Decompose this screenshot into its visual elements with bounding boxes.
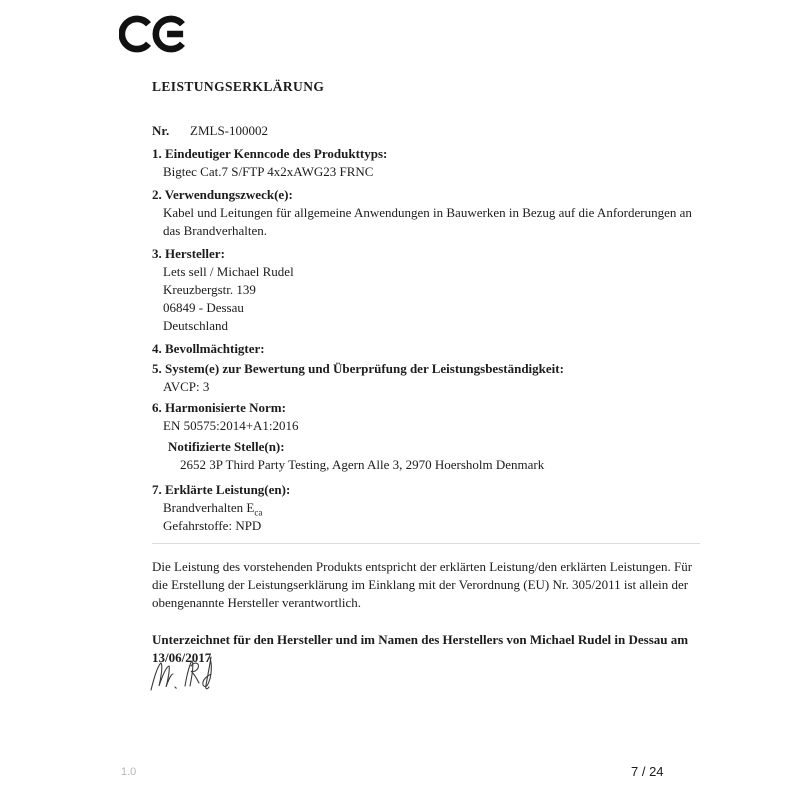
signed-statement-date: 13/06/2017 — [152, 650, 212, 665]
section-product-code — [152, 145, 700, 181]
section-heading: 1. Eindeutiger Kenncode des Produkttyps: — [152, 146, 388, 161]
signed-statement-line: Unterzeichnet für den Hersteller und im Namen des Herstellers von Michael Rudel in Dessau am — [152, 632, 689, 647]
section-heading: 3. Hersteller: — [152, 246, 225, 261]
closing-paragraph-line: Die Leistung des vorstehenden Produkts entspricht der erklärten Leistung/den erklärten Leistungen. Für — [152, 559, 693, 574]
section-heading: 7. Erklärte Leistung(en): — [152, 482, 291, 497]
footer-page-number: 7 / 24 — [631, 764, 664, 779]
section-heading: 5. System(e) zur Bewertung und Überprüfung der Leistungsbeständigkeit: — [152, 361, 564, 376]
notified-body-heading: Notifizierte Stelle(n): — [168, 439, 285, 454]
section-divider — [152, 543, 700, 544]
section-heading: 2. Verwendungszweck(e): — [152, 187, 293, 202]
section-heading: 4. Bevollmächtigter: — [152, 341, 265, 356]
ce-mark-icon — [119, 14, 185, 54]
fire-behaviour-value — [152, 499, 700, 517]
fire-behaviour-prefix: Brandverhalten E — [163, 500, 255, 515]
section-declared-performance — [152, 481, 700, 535]
standard-value: EN 50575:2014+A1:2016 — [163, 418, 299, 433]
avcp-value: AVCP: 3 — [163, 379, 210, 394]
intended-use-text-line: das Brandverhalten. — [163, 223, 267, 238]
closing-paragraph-line: die Erstellung der Leistungserklärung im Einklang mit der Verordnung (EU) Nr. 305/2011 ist allein der — [152, 577, 689, 592]
document-number-row — [152, 122, 700, 140]
closing-paragraph-line: obengenannte Hersteller verantwortlich. — [152, 595, 361, 610]
footer-version-label: 1.0 — [121, 766, 137, 778]
section-intended-use — [152, 186, 700, 240]
document-body — [152, 78, 700, 667]
manufacturer-street: Kreuzbergstr. 139 — [163, 282, 256, 297]
handwritten-signature-icon — [147, 652, 219, 704]
notified-body-value: 2652 3P Third Party Testing, Agern Alle 3, 2970 Hoersholm Denmark — [180, 457, 545, 472]
section-harmonised-standard — [152, 399, 700, 474]
section-manufacturer — [152, 245, 700, 335]
intended-use-text-line: Kabel und Leitungen für allgemeine Anwendungen in Bauwerken in Bezug auf die Anforderungen an — [163, 205, 692, 220]
signed-statement — [152, 631, 700, 667]
manufacturer-country: Deutschland — [163, 318, 228, 333]
product-type-value: Bigtec Cat.7 S/FTP 4x2xAWG23 FRNC — [163, 164, 374, 179]
page-title: LEISTUNGSERKLÄRUNG — [152, 79, 325, 94]
manufacturer-name: Lets sell / Michael Rudel — [163, 264, 294, 279]
fire-behaviour-class-subscript: ca — [254, 507, 263, 518]
closing-paragraph — [152, 558, 700, 612]
section-avcp-system — [152, 360, 700, 396]
dangerous-substances-value: Gefahrstoffe: NPD — [163, 518, 262, 533]
section-authorized-representative — [152, 340, 700, 358]
manufacturer-city: 06849 - Dessau — [163, 300, 244, 315]
section-heading: 6. Harmonisierte Norm: — [152, 400, 286, 415]
notified-body-block — [152, 438, 700, 474]
document-number-value: ZMLS-100002 — [190, 123, 268, 138]
document-number-label: Nr. — [152, 123, 170, 138]
